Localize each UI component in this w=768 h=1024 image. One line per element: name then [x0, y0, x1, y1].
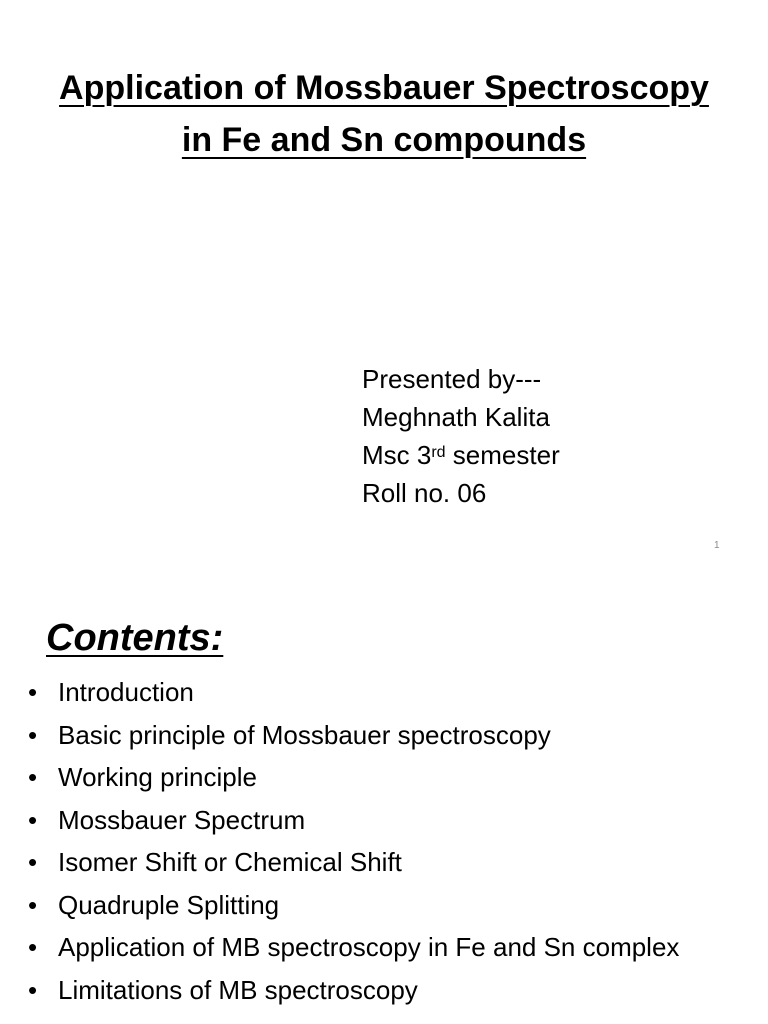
- contents-list: [28, 674, 748, 1014]
- bullet-icon: •: [28, 762, 38, 792]
- list-item-text: Application of MB spectroscopy in Fe and Sn complex: [58, 932, 680, 962]
- list-item: [28, 844, 748, 880]
- list-item: [28, 717, 748, 753]
- list-item: [28, 929, 748, 965]
- list-item: [28, 674, 748, 710]
- course-prefix: Msc 3: [362, 440, 432, 470]
- list-item-text: Isomer Shift or Chemical Shift: [58, 847, 402, 877]
- slide-number: 1: [714, 540, 720, 551]
- presenter-name: Meghnath Kalita: [362, 402, 550, 432]
- list-item-text: Limitations of MB spectroscopy: [58, 974, 418, 1005]
- list-item: [28, 972, 748, 1008]
- list-item-text: Quadruple Splitting: [58, 889, 280, 920]
- list-item: [28, 802, 748, 838]
- list-item-text: Introduction: [58, 677, 194, 707]
- slide-title-line-1: Application of Mossbauer Spectroscopy: [59, 69, 709, 107]
- list-item: [28, 887, 748, 923]
- list-item-text: Working principle: [58, 762, 257, 792]
- slide-title-line-2: in Fe and Sn compounds: [181, 121, 587, 159]
- bullet-icon: •: [28, 932, 38, 962]
- bullet-icon: •: [28, 677, 38, 707]
- contents-slide: [0, 576, 768, 1024]
- course-superscript: rd: [431, 444, 446, 461]
- bullet-icon: •: [28, 889, 38, 920]
- presenter-info: [362, 360, 560, 512]
- course-suffix: semester: [445, 440, 560, 470]
- contents-heading: Contents:: [46, 617, 224, 659]
- bullet-icon: •: [28, 719, 38, 750]
- bullet-icon: •: [28, 804, 38, 835]
- roll-number: Roll no. 06: [362, 478, 487, 508]
- list-item-text: Basic principle of Mossbauer spectroscopy: [58, 719, 551, 750]
- presented-by-label: Presented by---: [362, 364, 542, 394]
- bullet-icon: •: [28, 974, 38, 1005]
- bullet-icon: •: [28, 847, 38, 877]
- list-item: [28, 759, 748, 795]
- list-item-text: Mossbauer Spectrum: [58, 804, 306, 835]
- course-semester: [362, 436, 560, 474]
